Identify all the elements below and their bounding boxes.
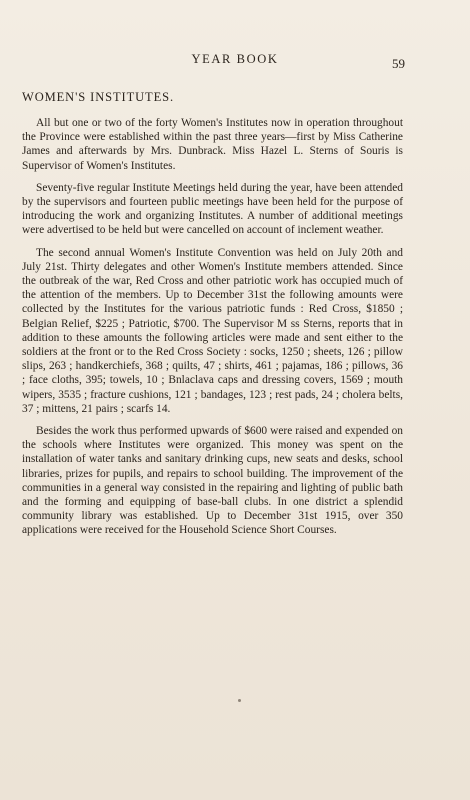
paragraph: All but one or two of the forty Women's Institutes now in operation throughout the Province were established within the past three years—first by Miss Catherine James and afterwards by Mrs. Dunbrack. Miss Hazel L. Sterns of Souris is Supervisor of Women's Institutes. [22, 117, 403, 172]
section-title: WOMEN'S INSTITUTES. [22, 90, 174, 104]
page-number: 59 [392, 56, 405, 71]
paragraph: Besides the work thus performed upwards of $600 were raised and expended on the schools where Institutes were organized. This money was spent on the installation of water tanks and sanitary drinking cups, new seats and desks, school libraries, prizes for pupils, and repairs to school building. The improvement of the communities in a general way consisted in the repairing and lighting of public bath and the forming and equipping of base-ball clubs. In one district a splendid community library was established. Up to December 31st 1915, over 350 applications were received for the Household Science Short Courses. [22, 425, 403, 537]
page-header [0, 52, 470, 72]
running-head: YEAR BOOK [191, 52, 279, 66]
paragraph: Seventy-five regular Institute Meetings held during the year, have been attended by the supervisors and fourteen public meetings have been held for the purpose of introducing the work and organizing Institutes. A number of additional meetings were advertised to be held but were cancelled on account of inclement weather. [22, 181, 403, 237]
paragraph: The second annual Women's Institute Convention was held on July 20th and July 21st. Thirty delegates and other Women's Institute members attended. Since the outbreak of the war, Red Cross and other patriotic work has occupied much of the attention of the members. Up to December 31st the following amounts were collected by the Institutes for the various patriotic funds : Red Cross, $1850 ; Belgian Relief, $225 ; Patriotic, $700. The Supervisor M ss Sterns, reports that in addition to these amounts the following articles were made and sent either to the soldiers at the front or to the Red Cross Society : socks, 1250 ; sheets, 126 ; pillow slips, 263 ; handkerchiefs, 368 ; quilts, 47 ; shirts, 461 ; pajamas, 186 ; pillows, 36 ; face cloths, 395; towels, 10 ; Bnlaclava caps and dressing covers, 1569 ; mouth wipers, 3535 ; fracture cushions, 121 ; bandages, 123 ; rest pads, 24 ; cholera belts, 37 ; mittens, 21 pairs ; scarfs 14. [22, 246, 403, 415]
body-text [22, 116, 403, 546]
paper-speck [238, 699, 241, 702]
